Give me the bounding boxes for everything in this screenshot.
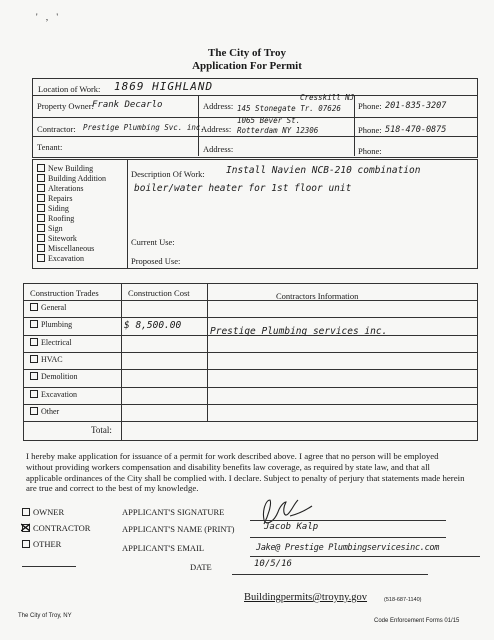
work-type-label: New Building xyxy=(48,164,94,173)
contractor-address-label: Address: xyxy=(201,124,232,134)
location-value[interactable]: 1869 HIGHLAND xyxy=(114,80,214,93)
check-mark-icon xyxy=(21,523,30,532)
trade-label: General xyxy=(41,303,67,312)
work-type-checkbox[interactable] xyxy=(37,224,45,232)
permit-phone: (518-687-1140) xyxy=(384,597,422,603)
trades-table xyxy=(23,283,478,441)
work-type-option[interactable] xyxy=(37,164,106,174)
contractor-checkbox[interactable] xyxy=(22,524,30,532)
trade-label: Demolition xyxy=(41,372,78,382)
cost-column-header: Construction Cost xyxy=(128,288,190,298)
tenant-phone-label: Phone: xyxy=(358,146,382,156)
plumbing-cost[interactable]: $ 8,500.00 xyxy=(124,320,182,331)
contractor-address-line2[interactable]: Rotterdam NY 12306 xyxy=(237,126,319,135)
owner-option-label: OWNER xyxy=(33,507,65,517)
work-type-option[interactable] xyxy=(37,184,106,194)
trade-row-divider xyxy=(23,352,477,353)
trade-row-divider xyxy=(23,317,477,318)
description-label: Description Of Work: xyxy=(131,169,205,179)
trade-row[interactable] xyxy=(30,390,77,399)
work-type-label: Building Addition xyxy=(48,174,107,183)
work-type-label: Excavation xyxy=(48,254,84,263)
trade-row[interactable] xyxy=(30,372,77,381)
signature-label: APPLICANT'S SIGNATURE xyxy=(122,507,225,517)
location-label: Location of Work: xyxy=(38,84,101,94)
trade-row[interactable] xyxy=(30,355,63,364)
footer-form-id: Code Enforcement Forms 01/15 xyxy=(374,618,460,624)
owner-phone-label: Phone: xyxy=(358,101,382,111)
work-type-label: Alterations xyxy=(48,184,84,193)
declaration-text: I hereby make application for issuance of a permit for work described above. I agree that no person will be employed without providing workers compensation and disability benefits law coverage, as required by state law, and that all applicable ordinances of the City shall be complied with. I declare. Subject to penalty of perjury that statements made herein are true and correct to the best of my knowledge. xyxy=(26,451,465,494)
applicant-name-value[interactable]: Jacob Kalp xyxy=(264,522,319,532)
contractor-label: Contractor: xyxy=(37,124,76,134)
work-type-option[interactable] xyxy=(37,214,106,224)
work-type-checkbox[interactable] xyxy=(37,244,45,252)
work-type-checkbox[interactable] xyxy=(37,184,45,192)
contractor-option[interactable] xyxy=(22,523,90,533)
contractor-phone-label: Phone: xyxy=(358,125,382,135)
email-label: APPLICANT'S EMAIL xyxy=(122,543,205,553)
date-label: DATE xyxy=(190,562,212,572)
trade-label: Electrical xyxy=(41,337,72,347)
property-owner-value[interactable]: Frank Decarlo xyxy=(92,100,163,110)
trade-checkbox[interactable] xyxy=(30,407,38,415)
trade-checkbox[interactable] xyxy=(30,390,38,398)
owner-address-line1[interactable]: Cresskill NJ xyxy=(300,93,355,102)
trade-row-divider xyxy=(23,335,477,336)
trade-row[interactable] xyxy=(30,338,72,347)
plumbing-contractor-info[interactable]: Prestige Plumbing services inc. xyxy=(210,326,388,337)
current-use-label: Current Use: xyxy=(131,237,175,247)
applicant-email-value[interactable]: Jake@ Prestige Plumbingservicesinc.com xyxy=(256,543,440,553)
trade-checkbox[interactable] xyxy=(30,338,38,346)
work-type-label: Siding xyxy=(48,204,69,213)
description-line1[interactable]: Install Navien NCB-210 combination xyxy=(226,165,421,176)
info-column-header: Contractors Information xyxy=(276,291,359,301)
trade-label: HVAC xyxy=(41,354,63,364)
trade-row[interactable] xyxy=(30,407,59,416)
contractor-value[interactable]: Prestige Plumbing Svc. inc. xyxy=(83,123,205,132)
work-type-checkbox[interactable] xyxy=(37,174,45,182)
owner-address-label: Address: xyxy=(203,101,234,111)
work-type-checkbox[interactable] xyxy=(37,254,45,262)
work-type-option[interactable] xyxy=(37,234,106,244)
trade-row-divider xyxy=(23,369,477,370)
other-option[interactable] xyxy=(22,539,61,549)
permit-email-link[interactable]: Buildingpermits@troyny.gov xyxy=(244,592,368,603)
contractor-address-line1[interactable]: 1065 Bever St. xyxy=(237,116,301,125)
trade-row[interactable] xyxy=(30,303,66,312)
work-type-checkbox[interactable] xyxy=(37,194,45,202)
trades-column-header: Construction Trades xyxy=(30,288,99,298)
description-line2[interactable]: boiler/water heater for 1st floor unit xyxy=(134,183,352,194)
work-type-option[interactable] xyxy=(37,254,106,264)
contractor-phone-value[interactable]: 518-470-0875 xyxy=(385,125,447,135)
work-type-option[interactable] xyxy=(37,224,106,234)
owner-phone-value[interactable]: 201-835-3207 xyxy=(385,101,447,111)
total-label: Total: xyxy=(91,425,112,435)
work-type-label: Sign xyxy=(48,224,63,233)
proposed-use-label: Proposed Use: xyxy=(131,256,181,266)
form-subtitle: Application For Permit xyxy=(192,60,302,72)
work-type-option[interactable] xyxy=(37,194,106,204)
trade-label: Other xyxy=(41,406,60,416)
tenant-address-label: Address: xyxy=(203,144,234,154)
trade-checkbox[interactable] xyxy=(30,372,38,380)
tenant-label: Tenant: xyxy=(37,142,63,152)
other-option-label: OTHER xyxy=(33,539,62,549)
footer-city: The City of Troy, NY xyxy=(18,613,72,619)
work-type-option[interactable] xyxy=(37,244,106,254)
work-type-list xyxy=(37,164,106,264)
trade-label: Excavation xyxy=(41,389,77,399)
work-type-option[interactable] xyxy=(37,204,106,214)
owner-option[interactable] xyxy=(22,507,64,517)
trade-label: Plumbing xyxy=(41,320,73,330)
work-type-label: Sitework xyxy=(48,234,77,243)
work-type-checkbox[interactable] xyxy=(37,234,45,242)
trade-checkbox[interactable] xyxy=(30,303,38,311)
name-label: APPLICANT'S NAME (PRINT) xyxy=(122,524,235,534)
owner-checkbox[interactable] xyxy=(22,508,30,516)
other-checkbox[interactable] xyxy=(22,540,30,548)
property-owner-label: Property Owner: xyxy=(37,101,94,111)
work-type-option[interactable] xyxy=(37,174,106,184)
trade-row-divider xyxy=(23,387,477,388)
trade-checkbox[interactable] xyxy=(30,355,38,363)
work-type-checkbox[interactable] xyxy=(37,214,45,222)
work-type-label: Roofing xyxy=(48,214,75,223)
date-value[interactable]: 10/5/16 xyxy=(254,559,292,569)
work-type-label: Miscellaneous xyxy=(48,244,95,253)
trade-row-divider xyxy=(23,404,477,405)
owner-address-line2[interactable]: 145 Stonegate Tr. 07626 xyxy=(237,104,341,113)
contractor-option-label: CONTRACTOR xyxy=(33,523,91,533)
trade-row[interactable] xyxy=(30,320,72,329)
form-title: The City of Troy xyxy=(208,47,286,59)
trade-checkbox[interactable] xyxy=(30,320,38,328)
work-type-checkbox[interactable] xyxy=(37,164,45,172)
work-type-checkbox[interactable] xyxy=(37,204,45,212)
work-type-label: Repairs xyxy=(48,194,73,203)
stray-marks: ' , ' xyxy=(36,12,61,22)
